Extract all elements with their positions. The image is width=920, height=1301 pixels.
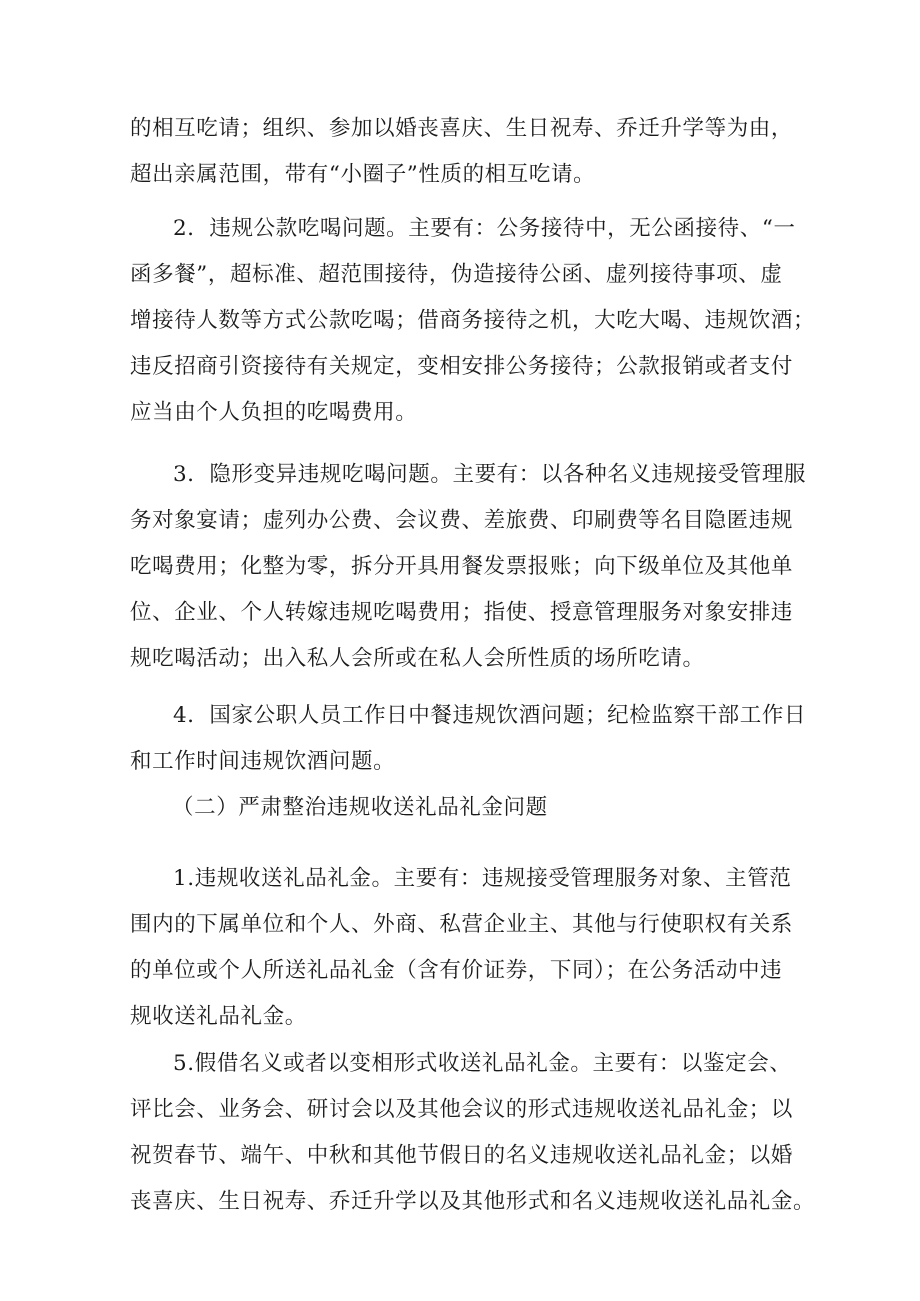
text-line: 函多餐”，超标准、超范围接待，伪造接待公函、虚列接待事项、虚 <box>130 262 783 287</box>
paragraph-item-3 <box>130 452 805 682</box>
text-line: 丧喜庆、生日祝寿、乔迁升学以及其他形式和名义违规收送礼品礼金。 <box>130 1189 816 1214</box>
text-line: 吃喝费用；化整为零，拆分开具用餐发票报账；向下级单位及其他单 <box>130 554 794 579</box>
text-line: 的相互吃请；组织、参加以婚丧喜庆、生日祝寿、乔迁升学等为由， <box>130 116 794 141</box>
text-line: 5.假借名义或者以变相形式收送礼品礼金。主要有：以鉴定会、 <box>173 1051 792 1076</box>
text-line: 评比会、业务会、研讨会以及其他会议的形式违规收送礼品礼金；以 <box>130 1097 794 1122</box>
text-line: 和工作时间违规饮酒问题。 <box>130 749 396 774</box>
paragraph-item-4 <box>130 693 805 785</box>
text-line: 规收送礼品礼金。 <box>130 1004 307 1029</box>
text-line: 围内的下属单位和个人、外商、私营企业主、其他与行使职权有关系 <box>130 912 794 937</box>
text-line: 的单位或个人所送礼品礼金（含有价证券，下同）；在公务活动中违 <box>130 958 783 983</box>
text-line: 祝贺春节、端午、中秋和其他节假日的名义违规收送礼品礼金；以婚 <box>130 1143 794 1168</box>
text-line: 位、企业、个人转嫁违规吃喝费用；指使、授意管理服务对象安排违 <box>130 600 794 625</box>
paragraph-continued <box>130 106 805 198</box>
text-line: 增接待人数等方式公款吃喝；借商务接待之机，大吃大喝、违规饮酒； <box>130 308 816 333</box>
paragraph-gifts-5 <box>130 1041 816 1225</box>
text-line: 超出亲属范围，带有“小圈子”性质的相互吃请。 <box>130 162 596 187</box>
text-line: 规吃喝活动；出入私人会所或在私人会所性质的场所吃请。 <box>130 646 705 671</box>
text-line: 2．违规公款吃喝问题。主要有：公务接待中，无公函接待、“一 <box>173 216 796 241</box>
text-line: 4．国家公职人员工作日中餐违规饮酒问题；纪检监察干部工作日 <box>173 703 807 728</box>
paragraph-gifts-1 <box>130 856 805 1040</box>
section-heading: （二）严肃整治违规收送礼品礼金问题 <box>172 795 548 820</box>
text-line: 违反招商引资接待有关规定，变相安排公务接待；公款报销或者支付 <box>130 354 794 379</box>
text-line: 应当由个人负担的吃喝费用。 <box>130 400 418 425</box>
text-line: 3．隐形变异违规吃喝问题。主要有：以各种名义违规接受管理服 <box>173 462 807 487</box>
paragraph-item-2 <box>130 206 816 436</box>
text-line: 务对象宴请；虚列办公费、会议费、差旅费、印刷费等名目隐匿违规 <box>130 508 794 533</box>
text-line: 1.违规收送礼品礼金。主要有：违规接受管理服务对象、主管范 <box>173 866 792 891</box>
